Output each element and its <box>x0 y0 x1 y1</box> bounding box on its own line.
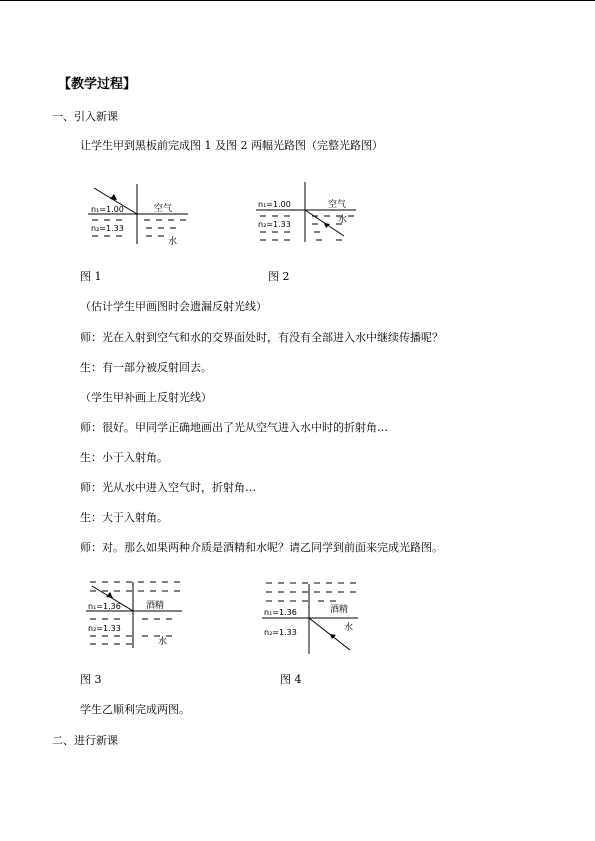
figure-1-light-diagram <box>88 180 198 250</box>
figure-2-light-diagram <box>256 180 366 250</box>
paragraph-2: （估计学生甲画图时会遗漏反射光线） <box>80 300 267 313</box>
fig1-top-medium: 空气 <box>154 204 173 214</box>
caption-fig-4: 图 4 <box>280 673 302 686</box>
paragraph-9: 生：大于入射角。 <box>80 511 168 524</box>
paragraph-4: 生：有一部分被反射回去。 <box>80 361 212 374</box>
fig2-bottom-medium: 水 <box>338 215 348 225</box>
fig1-n1-label: n₁=1.00 <box>91 205 124 214</box>
fig3-n2-label: n₂=1.33 <box>88 624 121 633</box>
caption-fig-3: 图 3 <box>80 673 102 686</box>
fig3-n1-label: n₁=1.36 <box>88 602 121 611</box>
fig4-bottom-medium: 水 <box>344 623 354 633</box>
figure-3-light-diagram <box>86 576 190 652</box>
paragraph-8: 师：光从水中进入空气时，折射角… <box>80 481 256 494</box>
paragraph-1: 让学生甲到黑板前完成图 1 及图 2 两幅光路图（完整光路图） <box>80 139 383 152</box>
caption-fig-2: 图 2 <box>268 270 290 283</box>
paragraph-7: 生：小于入射角。 <box>80 451 168 464</box>
paragraph-10: 师：对。那么如果两种介质是酒精和水呢？请乙同学到前面来完成光路图。 <box>80 541 443 554</box>
paragraph-6: 师：很好。甲同学正确地画出了光从空气进入水中时的折射角… <box>80 421 388 434</box>
fig4-n2-label: n₂=1.33 <box>264 628 297 637</box>
figure-4-light-diagram <box>262 578 366 658</box>
paragraph-3: 师：光在入射到空气和水的交界面处时，有没有全部进入水中继续传播呢？ <box>80 331 443 344</box>
fig4-n1-label: n₁=1.36 <box>264 608 297 617</box>
section-heading: 【教学过程】 <box>58 77 137 92</box>
section-title-new-lesson: 二、进行新课 <box>52 734 118 747</box>
fig2-n1-label: n₁=1.00 <box>258 200 291 209</box>
page-top-border <box>0 0 595 1</box>
fig2-n2-label: n₂=1.33 <box>258 220 291 229</box>
fig1-bottom-medium: 水 <box>168 237 178 247</box>
caption-fig-1: 图 1 <box>80 270 102 283</box>
fig2-top-medium: 空气 <box>328 200 347 210</box>
fig1-n2-label: n₂=1.33 <box>91 224 124 233</box>
fig3-top-medium: 酒精 <box>146 601 165 611</box>
paragraph-11: 学生乙顺利完成两图。 <box>80 703 190 716</box>
section-title-intro: 一、引入新课 <box>52 110 118 123</box>
fig4-top-medium: 酒精 <box>330 605 349 615</box>
paragraph-5: （学生甲补画上反射光线） <box>80 391 212 404</box>
fig3-bottom-medium: 水 <box>158 637 168 647</box>
